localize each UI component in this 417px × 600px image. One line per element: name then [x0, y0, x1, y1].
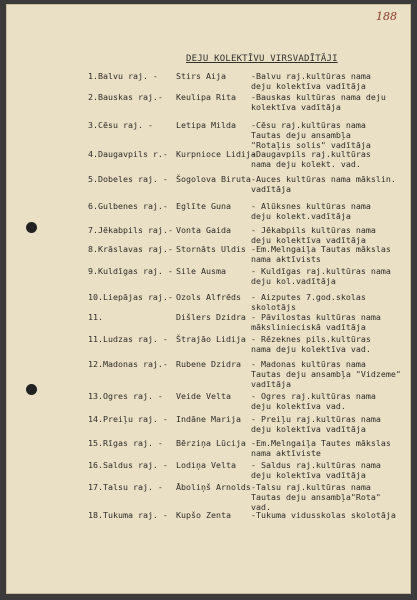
person-name: Vonta Gaida: [176, 225, 231, 235]
person-name: Veide Velta: [176, 391, 231, 401]
person-name: Kupšo Zenta: [176, 510, 231, 520]
punch-hole: [26, 222, 37, 233]
district-name: 11.: [88, 312, 103, 322]
position-description: -Em.Melngaiļa Tautes mākslas nama aktīviste: [251, 438, 391, 458]
person-name: Rubene Dzidra: [176, 359, 241, 369]
district-name: 14.Preiļu raj. -: [88, 414, 168, 424]
district-name: 10.Liepājas raj.-: [88, 292, 173, 302]
position-description: -Em.Melngaiļa Tautas mākslas nama aktīvists: [251, 244, 391, 264]
person-name: Štrajāo Lidija: [176, 334, 246, 344]
person-name: Kurpnioce Lidija: [176, 149, 256, 159]
position-description: - Kuldīgas raj.kultūras nama deju kol.vadītāja: [251, 266, 391, 286]
district-name: 9.Kuldīgas raj. -: [88, 266, 173, 276]
district-name: 16.Saldus raj. -: [88, 460, 168, 470]
person-name: Šogolova Biruta: [176, 174, 251, 184]
person-name: Keulipa Rita: [176, 92, 236, 102]
district-name: 15.Rīgas raj. -: [88, 438, 163, 448]
person-name: Sile Ausma: [176, 266, 226, 276]
district-name: 5.Dobeles raj. -: [88, 174, 168, 184]
district-name: 4.Daugavpils r.-: [88, 149, 168, 159]
position-description: - Preiļu raj.kultūras nama deju kolektīva vadītāja: [251, 414, 381, 434]
document-title: DEJU KOLEKTĪVU VIRSVADĪTĀJI: [186, 54, 338, 64]
district-name: 2.Bauskas raj.-: [88, 92, 163, 102]
person-name: Āboliņš Arnolds: [176, 482, 251, 492]
position-description: - Alūksnes kultūras nama deju kolekt.vadītāja: [251, 201, 371, 221]
district-name: 18.Tukuma raj. -: [88, 510, 168, 520]
position-description: -Cēsu raj.kultūras nama Tautas deju ansambļa "Rotaļis solis" vadītāja: [251, 120, 371, 150]
district-name: 6.Gulbenes raj.-: [88, 201, 168, 211]
district-name: 7.Jēkabpils raj.-: [88, 225, 173, 235]
position-description: - Jēkabpils kultūras nama deju kolektīva vadītāja: [251, 225, 376, 245]
position-description: - Madonas kultūras nama Tautas deju ansambļa "Vidzeme" vadītāja: [251, 359, 401, 389]
person-name: Dišlers Dzidra: [176, 312, 246, 322]
person-name: Stornāts Uldis: [176, 244, 246, 254]
position-description: -Auces kultūras nama mākslin. vadītāja: [251, 174, 396, 194]
person-name: Lodiņa Velta: [176, 460, 236, 470]
position-description: - Pāvilostas kultūras nama mākslinieciskā vadītāja: [251, 312, 381, 332]
position-description: - Ogres raj.kultūras nama deju kolektīva vad.: [251, 391, 376, 411]
district-name: 12.Madonas raj.-: [88, 359, 168, 369]
person-name: Letipa Milda: [176, 120, 236, 130]
person-name: Ozols Alfrēds: [176, 292, 241, 302]
person-name: Bērziņa Lūcija: [176, 438, 246, 448]
person-name: Indāne Marija: [176, 414, 241, 424]
district-name: 11.Ludzas raj. -: [88, 334, 168, 344]
district-name: 3.Cēsu raj. -: [88, 120, 153, 130]
district-name: 1.Balvu raj. -: [88, 71, 158, 81]
district-name: 8.Krāslavas raj.-: [88, 244, 173, 254]
person-name: Stirs Aija: [176, 71, 226, 81]
page-number: 188: [376, 10, 397, 23]
punch-hole: [26, 384, 37, 395]
district-name: 13.Ogres raj. -: [88, 391, 163, 401]
position-description: -Talsu raj.kultūras nama Tautas deju ansambļa"Rota" vad.: [251, 482, 381, 512]
position-description: -Bauskas kultūras nama deju kolektīva vadītāja: [251, 92, 386, 112]
person-name: Eglīte Guna: [176, 201, 231, 211]
position-description: - Rēzeknes pils.kultūras nama deju kolektīva vad.: [251, 334, 371, 354]
position-description: - Saldus raj.kultūras nama deju kolektīva vadītāja: [251, 460, 381, 480]
position-description: -Balvu raj.kultūras nama deju kolektīva vadītāja: [251, 71, 371, 91]
document-page: [6, 4, 411, 594]
position-description: - Aizputes 7.god.skolas skolotājs: [251, 292, 366, 312]
position-description: -Daugavpils raj.kultūras nama deju kolekt. vad.: [251, 149, 371, 169]
district-name: 17.Talsu raj. -: [88, 482, 163, 492]
position-description: -Tukuma vidusskolas skolotāja: [251, 510, 396, 520]
